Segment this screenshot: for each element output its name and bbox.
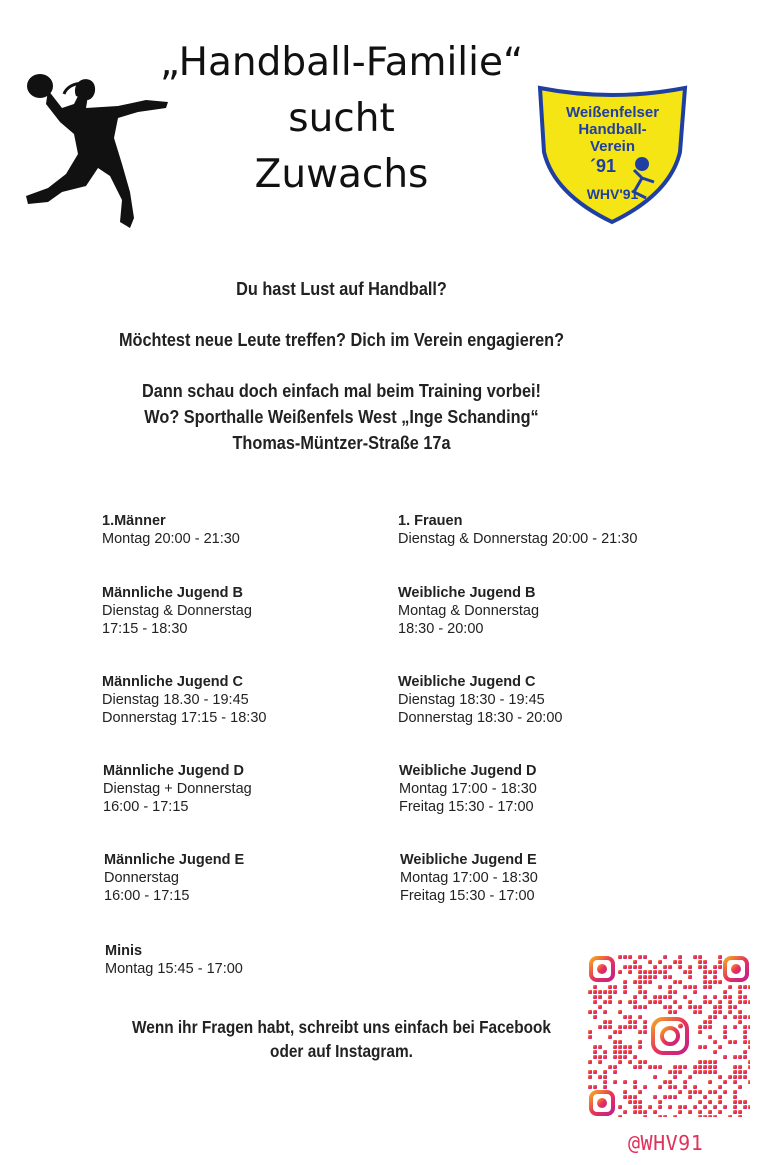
training-time: Montag & Donnerstag <box>398 603 540 619</box>
intro-question-1: Du hast Lust auf Handball? <box>236 278 447 299</box>
training-time: 18:30 - 20:00 <box>398 621 484 637</box>
team-name: Minis <box>105 943 143 959</box>
team-name: Männliche Jugend D <box>103 763 244 779</box>
training-time: Montag 15:45 - 17:00 <box>105 961 243 977</box>
schedule-block <box>105 942 243 978</box>
logo-line-2: Handball- <box>578 121 647 138</box>
training-time: 16:00 - 17:15 <box>103 799 189 815</box>
footer-line-1: Wenn ihr Fragen habt, schreibt uns einfach bei Facebook <box>131 1017 552 1037</box>
training-time: Montag 20:00 - 21:30 <box>102 531 240 547</box>
team-name: Weibliche Jugend E <box>400 852 537 868</box>
schedule-block <box>102 584 252 638</box>
title-line-2: sucht <box>288 96 395 141</box>
training-time: 16:00 - 17:15 <box>104 888 190 904</box>
intro-line-3: Thomas-Müntzer-Straße 17a <box>232 432 451 453</box>
training-time: Dienstag 18.30 - 19:45 <box>102 692 249 708</box>
team-name: Männliche Jugend C <box>102 674 243 690</box>
training-time: Dienstag & Donnerstag 20:00 - 21:30 <box>398 531 638 547</box>
team-name: Weibliche Jugend C <box>398 674 536 690</box>
instagram-handle[interactable]: @WHV91 <box>628 1131 704 1155</box>
training-time: Donnerstag 18:30 - 20:00 <box>398 710 563 726</box>
logo-line-3: Verein <box>589 138 636 155</box>
team-name: Weibliche Jugend B <box>398 585 536 601</box>
schedule-block <box>104 851 244 905</box>
schedule-block <box>102 673 266 727</box>
training-time: 17:15 - 18:30 <box>102 621 188 637</box>
intro-line-1: Dann schau doch einfach mal beim Training vorbei! <box>142 380 541 401</box>
intro-question-2: Möchtest neue Leute treffen? Dich im Verein engagieren? <box>118 329 565 350</box>
training-time: Freitag 15:30 - 17:00 <box>399 799 534 815</box>
schedule-block <box>399 762 537 816</box>
training-time: Montag 17:00 - 18:30 <box>399 781 537 797</box>
team-name: Männliche Jugend B <box>102 585 243 601</box>
schedule-block <box>103 762 252 816</box>
schedule-block <box>398 673 562 727</box>
schedule-block <box>398 512 637 548</box>
schedule-block <box>400 851 538 905</box>
footer-line-2: oder auf Instagram. <box>270 1041 413 1061</box>
training-time: Dienstag + Donnerstag <box>103 781 252 797</box>
logo-line-1: Weißenfelser <box>565 104 660 121</box>
logo-line-5: WHV'91 <box>586 186 639 202</box>
team-name: 1.Männer <box>102 513 166 529</box>
logo-line-4: ´91 <box>590 156 617 176</box>
training-time: Donnerstag <box>104 870 179 886</box>
intro-line-2: Wo? Sporthalle Weißenfels West „Inge Schanding“ <box>144 406 539 427</box>
team-name: Weibliche Jugend D <box>399 763 537 779</box>
title-line-3: Zuwachs <box>254 152 429 197</box>
training-time: Donnerstag 17:15 - 18:30 <box>102 710 267 726</box>
schedule-block <box>398 584 539 638</box>
club-logo <box>530 82 695 227</box>
training-time: Dienstag 18:30 - 19:45 <box>398 692 545 708</box>
training-time: Dienstag & Donnerstag <box>102 603 252 619</box>
training-time: Montag 17:00 - 18:30 <box>400 870 538 886</box>
training-time: Freitag 15:30 - 17:00 <box>400 888 535 904</box>
qr-code[interactable] <box>588 955 750 1117</box>
schedule-block <box>102 512 240 548</box>
team-name: Männliche Jugend E <box>104 852 245 868</box>
title-line-1: „Handball-Familie“ <box>159 40 524 85</box>
team-name: 1. Frauen <box>398 513 463 529</box>
